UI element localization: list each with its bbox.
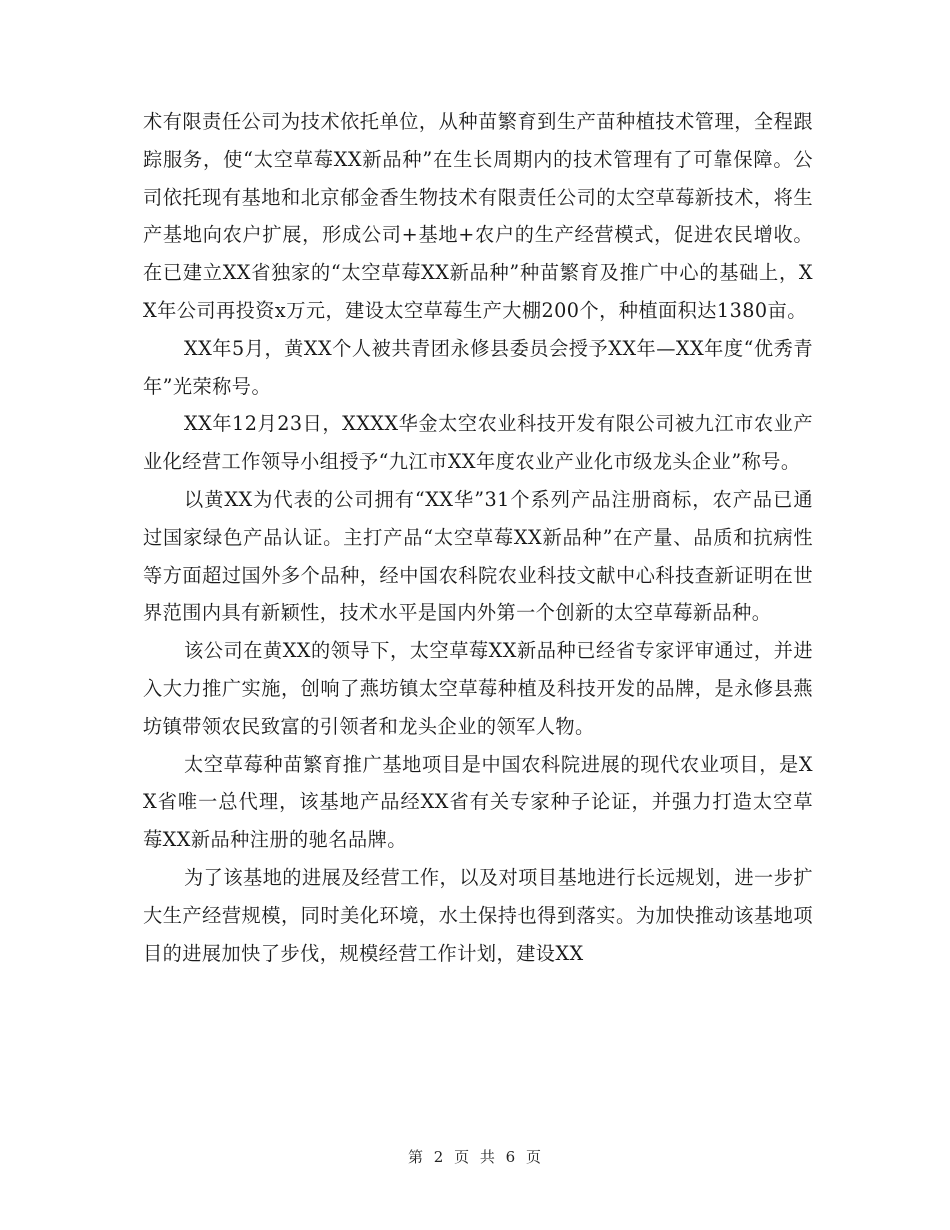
paragraph-7: 为了该基地的进展及经营工作，以及对项目基地进行长远规划，进一步扩大生产经营规模，同时美化环境，水土保持也得到落实。为加快推动该基地项目的进展加快了步伐，规模经营工作计划，建设XX	[143, 865, 813, 965]
paragraph-1: 术有限责任公司为技术依托单位，从种苗繁育到生产苗种植技术管理，全程跟踪服务，使“太空草莓XX新品种”在生长周期内的技术管理有了可靠保障。公司依托现有基地和北京郁金香生物技术有限责任公司的太空草莓新技术，将生产基地向农户扩展，形成公司+基地+农户的生产经营模式，促进农民增收。在已建立XX省独家的“太空草莓XX新品种”种苗繁育及推广中心的基础上，XX年公司再投资x万元，建设太空草莓生产大棚200个，种植面积达1380亩。	[143, 110, 813, 322]
paragraph-2: XX年5月，黄XX个人被共青团永修县委员会授予XX年—XX年度“优秀青年”光荣称号。	[143, 336, 813, 398]
document-body	[143, 103, 813, 972]
paragraph-3: XX年12月23日，XXXX华金太空农业科技开发有限公司被九江市农业产业化经营工作领导小组授予“九江市XX年度农业产业化市级龙头企业”称号。	[143, 412, 813, 474]
paragraph-6: 太空草莓种苗繁育推广基地项目是中国农科院进展的现代农业项目，是XX省唯一总代理，该基地产品经XX省有关专家种子论证，并强力打造太空草莓XX新品种注册的驰名品牌。	[143, 752, 813, 852]
page-number-footer: 第 2 页 共 6 页	[408, 1148, 542, 1166]
paragraph-4: 以黄XX为代表的公司拥有“XX华”31个系列产品注册商标，农产品已通过国家绿色产品认证。主打产品“太空草莓XX新品种”在产量、品质和抗病性等方面超过国外多个品种，经中国农科院农业科技文献中心科技查新证明在世界范围内具有新颖性，技术水平是国内外第一个创新的太空草莓新品种。	[143, 487, 813, 625]
paragraph-5: 该公司在黄XX的领导下，太空草莓XX新品种已经省专家评审通过，并进入大力推广实施，创响了燕坊镇太空草莓种植及科技开发的品牌，是永修县燕坊镇带领农民致富的引领者和龙头企业的领军人物。	[143, 639, 813, 738]
